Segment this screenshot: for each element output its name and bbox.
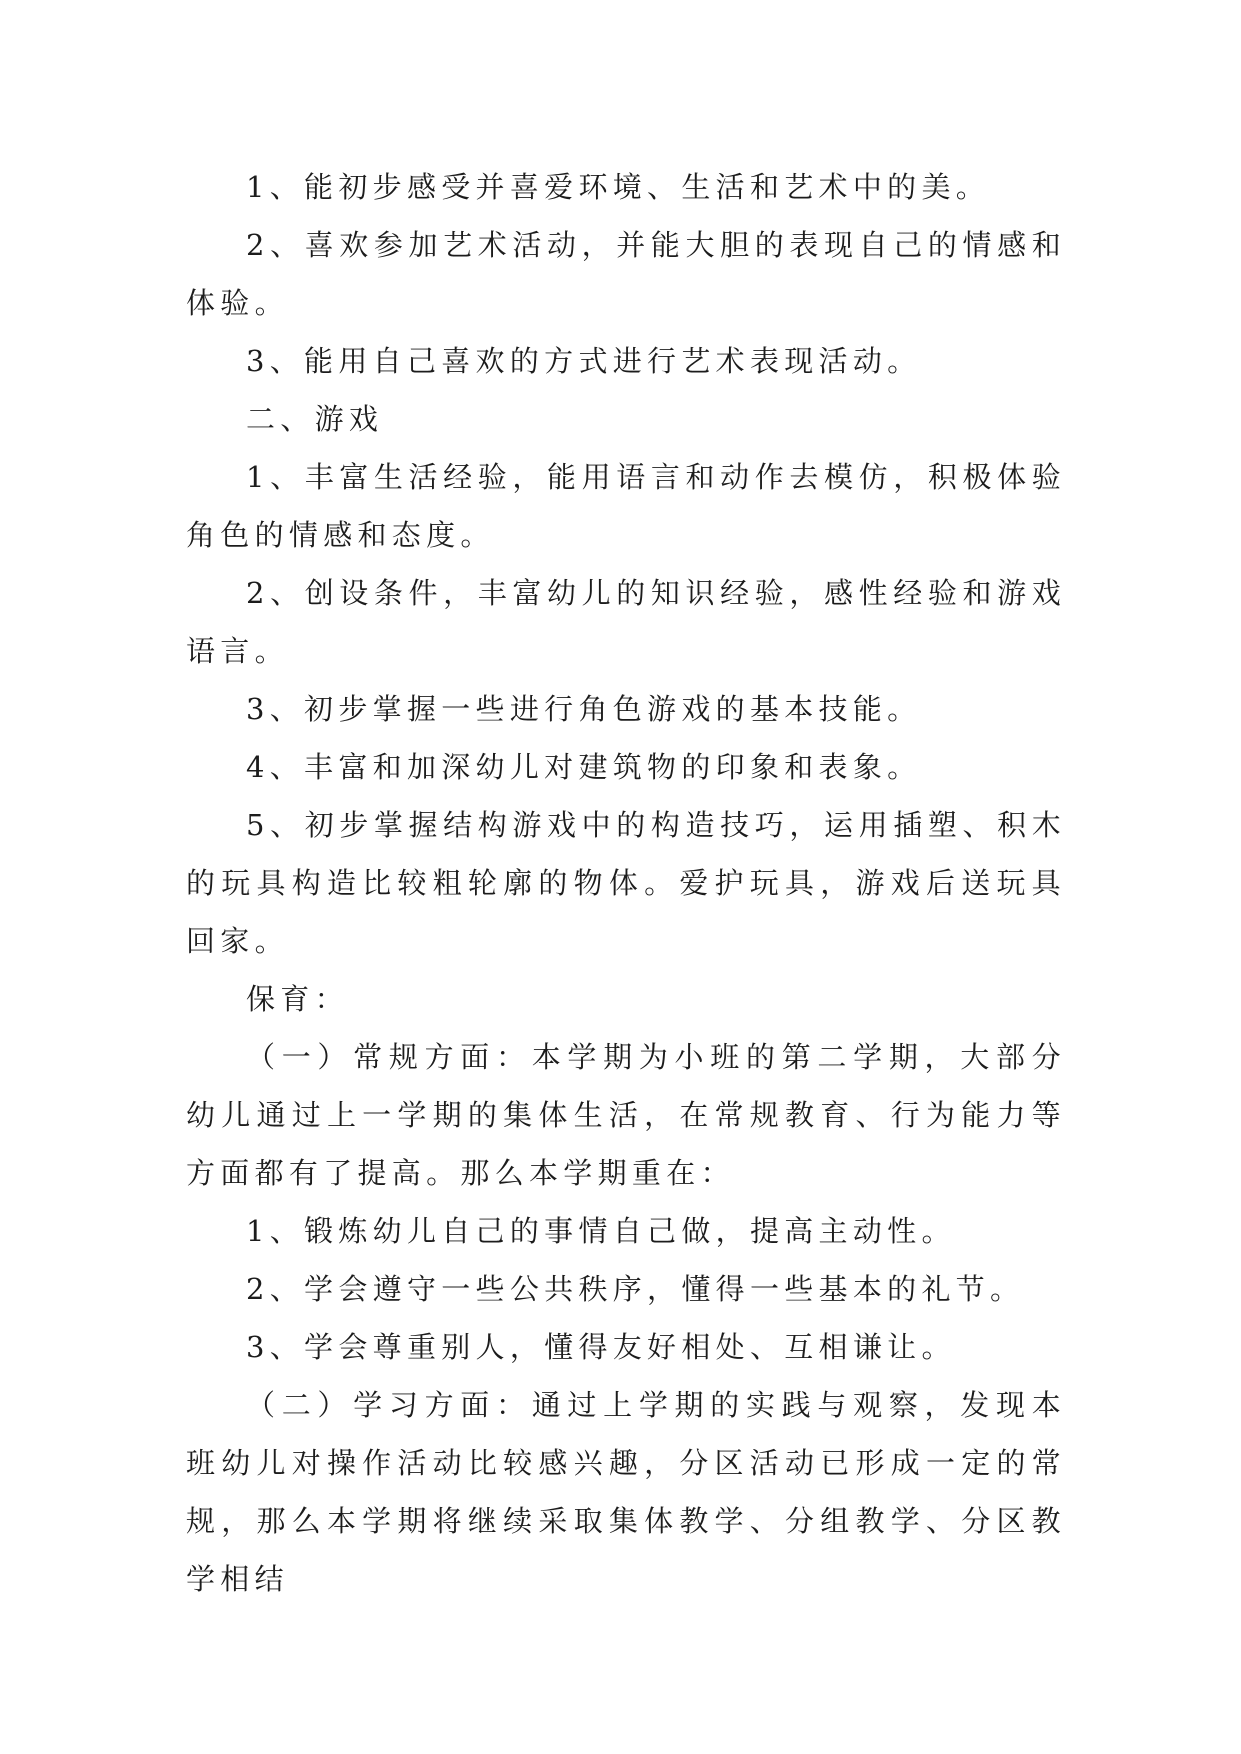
paragraph-routine-goal-2: 2、学会遵守一些公共秩序，懂得一些基本的礼节。 — [246, 1272, 1025, 1306]
paragraph-art-goal-3: 3、能用自己喜欢的方式进行艺术表现活动。 — [246, 344, 922, 378]
section-heading-games: 二、游戏 — [246, 402, 384, 436]
paragraph-routine-intro: （一）常规方面：本学期为小班的第二学期，大部分幼儿通过上一学期的集体生活，在常规教育、行为能力等方面都有了提高。那么本学期重在： — [186, 1040, 1066, 1190]
paragraph-game-goal-3: 3、初步掌握一些进行角色游戏的基本技能。 — [246, 692, 922, 726]
section-heading-care: 保育： — [246, 982, 349, 1016]
paragraph-learning-intro: （二）学习方面：通过上学期的实践与观察，发现本班幼儿对操作活动比较感兴趣，分区活动已形成一定的常规，那么本学期将继续采取集体教学、分组教学、分区教学相结 — [186, 1388, 1066, 1596]
paragraph-routine-goal-1: 1、锻炼幼儿自己的事情自己做，提高主动性。 — [246, 1214, 956, 1248]
paragraph-routine-goal-3: 3、学会尊重别人，懂得友好相处、互相谦让。 — [246, 1330, 956, 1364]
paragraph-game-goal-4: 4、丰富和加深幼儿对建筑物的印象和表象。 — [246, 750, 922, 784]
paragraph-game-goal-1: 1、丰富生活经验，能用语言和动作去模仿，积极体验角色的情感和态度。 — [186, 460, 1066, 552]
paragraph-game-goal-2: 2、创设条件，丰富幼儿的知识经验，感性经验和游戏语言。 — [186, 576, 1066, 668]
paragraph-art-goal-1: 1、能初步感受并喜爱环境、生活和艺术中的美。 — [246, 170, 991, 204]
paragraph-art-goal-2: 2、喜欢参加艺术活动，并能大胆的表现自己的情感和体验。 — [186, 228, 1066, 320]
document-body — [186, 158, 1066, 1608]
paragraph-game-goal-5: 5、初步掌握结构游戏中的构造技巧，运用插塑、积木的玩具构造比较粗轮廓的物体。爱护玩具，游戏后送玩具回家。 — [186, 808, 1066, 958]
